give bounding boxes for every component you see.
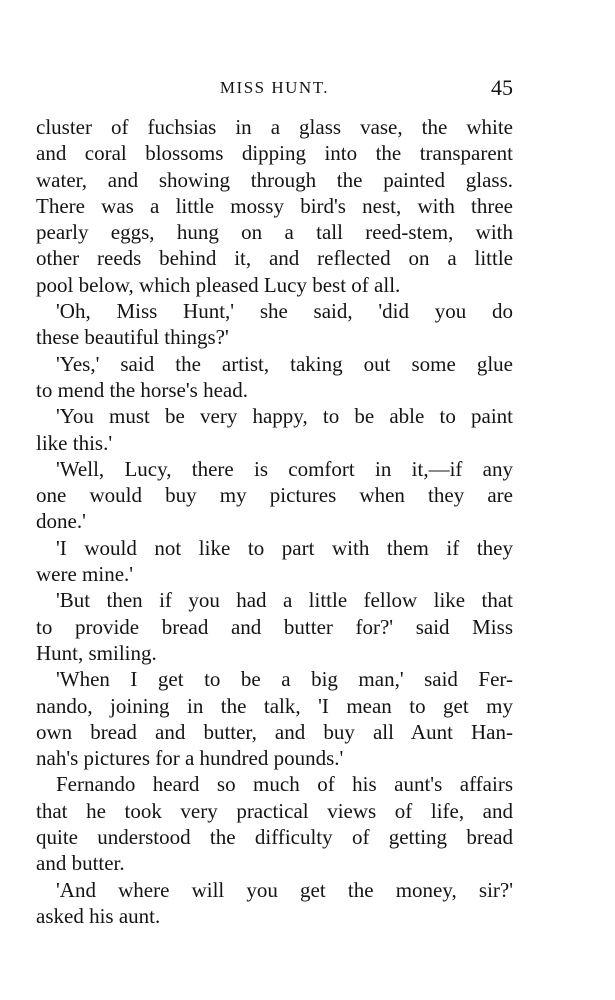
text-line: pearly eggs, hung on a tall reed-stem, with xyxy=(36,220,513,245)
text-line: 'Well, Lucy, there is comfort in it,—if any xyxy=(56,456,513,481)
paragraph xyxy=(36,403,513,456)
body-text xyxy=(36,114,513,929)
text-line: and butter. xyxy=(36,851,125,876)
paragraph xyxy=(36,587,513,666)
text-line: Fernando heard so much of his aunt's affairs xyxy=(56,772,513,797)
paragraph xyxy=(36,666,513,771)
text-line: that he took very practical views of life, and xyxy=(36,798,513,823)
text-line: water, and showing through the painted glass. xyxy=(36,167,513,192)
text-line: 'But then if you had a little fellow like that xyxy=(56,588,513,613)
paragraph xyxy=(36,114,513,298)
paragraph xyxy=(36,535,513,588)
text-line: to mend the horse's head. xyxy=(36,377,248,402)
text-line: quite understood the difficulty of getting bread xyxy=(36,825,513,850)
text-line: 'You must be very happy, to be able to paint xyxy=(56,404,513,429)
text-line: Hunt, smiling. xyxy=(36,640,157,665)
paragraph xyxy=(36,351,513,404)
text-line: other reeds behind it, and reflected on a little xyxy=(36,246,513,271)
text-line: were mine.' xyxy=(36,562,134,587)
paragraph xyxy=(36,877,513,930)
text-line: 'And where will you get the money, sir?' xyxy=(56,877,513,902)
paragraph xyxy=(36,771,513,876)
page-number: 45 xyxy=(491,75,513,100)
text-line: and coral blossoms dipping into the transparent xyxy=(36,141,513,166)
running-head xyxy=(36,74,513,102)
text-line: nah's pictures for a hundred pounds.' xyxy=(36,746,344,771)
text-line: one would buy my pictures when they are xyxy=(36,483,513,508)
text-line: like this.' xyxy=(36,430,113,455)
text-line: nando, joining in the talk, 'I mean to get my xyxy=(36,693,513,718)
text-line: 'When I get to be a big man,' said Fer- xyxy=(56,667,513,692)
text-line: cluster of fuchsias in a glass vase, the white xyxy=(36,115,513,139)
text-line: done.' xyxy=(36,509,86,534)
text-line: 'Oh, Miss Hunt,' she said, 'did you do xyxy=(56,299,513,324)
paragraph xyxy=(36,298,513,351)
text-line: 'Yes,' said the artist, taking out some glue xyxy=(56,351,513,376)
running-title: MISS HUNT. xyxy=(219,78,330,97)
text-line: There was a little mossy bird's nest, with three xyxy=(36,193,513,218)
text-line: pool below, which pleased Lucy best of all. xyxy=(36,272,401,297)
text-line: 'I would not like to part with them if they xyxy=(56,535,513,560)
text-line: these beautiful things?' xyxy=(36,325,229,350)
text-line: asked his aunt. xyxy=(36,903,161,928)
paragraph xyxy=(36,456,513,535)
text-line: to provide bread and butter for?' said Miss xyxy=(36,614,513,639)
text-line: own bread and butter, and buy all Aunt Han- xyxy=(36,719,513,744)
